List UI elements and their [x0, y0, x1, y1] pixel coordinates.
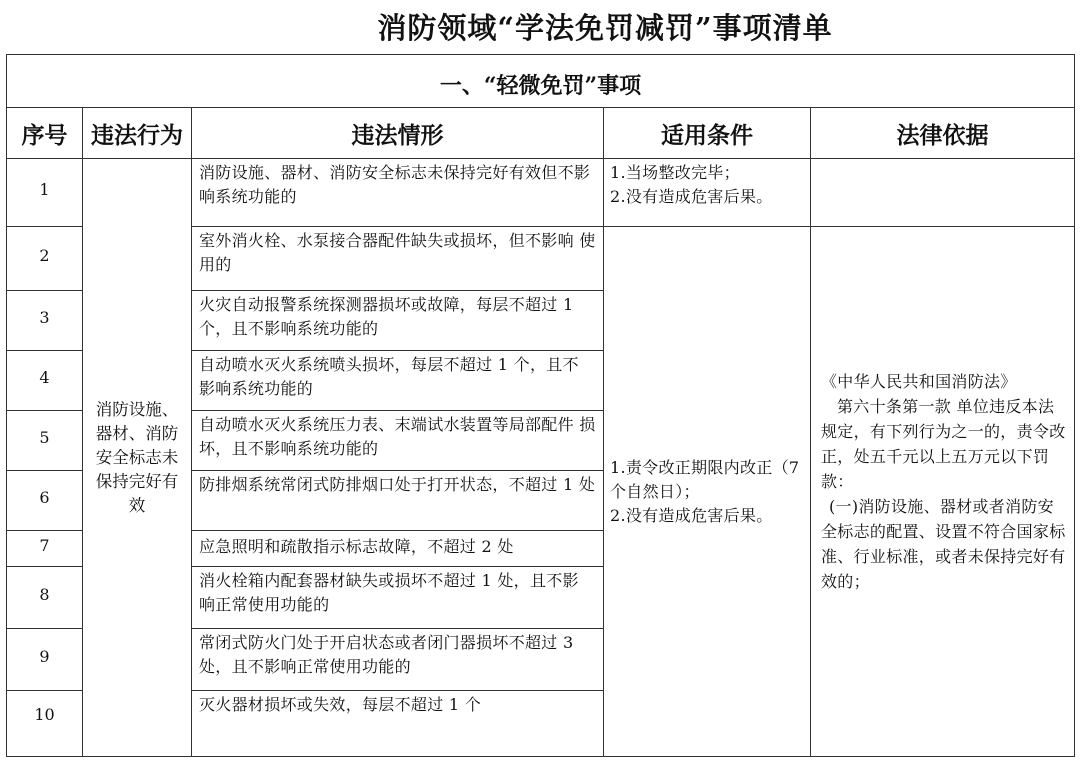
violation-situation: 灭火器材损坏或失效，每层不超过 1 个 — [192, 691, 604, 757]
section-row — [7, 55, 1075, 108]
conditions-immediate — [604, 159, 811, 227]
header-row — [7, 108, 1075, 159]
header-situation: 违法情形 — [192, 108, 604, 159]
row-number: 6 — [7, 471, 83, 531]
row-number: 1 — [7, 159, 83, 227]
violation-situation: 消防设施、器材、消防安全标志未保持完好有效但不影响系统功能的 — [192, 159, 604, 227]
violation-situation: 自动喷水灭火系统喷头损坏，每层不超过 1 个，且不 影响系统功能的 — [192, 351, 604, 411]
header-num: 序号 — [7, 108, 83, 159]
violation-behavior: 消防设施、器材、消防安全标志未保持完好有效 — [83, 159, 192, 757]
violation-situation: 常闭式防火门处于开启状态或者闭门器损坏不超过 3 处，且不影响正常使用功能的 — [192, 629, 604, 691]
condition-line: 1.当场整改完毕； — [610, 163, 740, 182]
row-number: 5 — [7, 411, 83, 471]
row-number: 7 — [7, 531, 83, 567]
row-number: 9 — [7, 629, 83, 691]
violation-situation: 消火栓箱内配套器材缺失或损坏不超过 1 处，且不影 响正常使用功能的 — [192, 567, 604, 629]
basis-item: (一)消防设施、器材或者消防安全标志的配置、设置不符合国家标准、行业标准，或者未保持完好有效的； — [821, 497, 1066, 591]
basis-law-name: 《中华人民共和国消防法》 — [821, 372, 1017, 391]
row-number: 2 — [7, 227, 83, 291]
condition-line: 2.没有造成危害后果。 — [610, 187, 773, 206]
row-number: 8 — [7, 567, 83, 629]
violation-situation: 室外消火栓、水泵接合器配件缺失或损坏，但不影响 使用的 — [192, 227, 604, 291]
row-number: 10 — [7, 691, 83, 757]
document-title: 消防领域“学法免罚减罚”事项清单 — [377, 11, 833, 45]
violation-situation: 自动喷水灭火系统压力表、末端试水装置等局部配件 损坏，且不影响系统功能的 — [192, 411, 604, 471]
violation-situation: 防排烟系统常闭式防排烟口处于打开状态，不超过 1 处 — [192, 471, 604, 531]
matters-table — [6, 54, 1075, 757]
basis-clause: 第六十条第一款 单位违反本法规定，有下列行为之一的，责令改正，处五千元以上五万元以下罚款： — [821, 397, 1066, 491]
legal-basis — [811, 227, 1075, 757]
table-row — [7, 159, 1075, 227]
condition-line: 1.责令改正期限内改正（7个自然日）； — [610, 457, 800, 501]
header-basis: 法律依据 — [811, 108, 1075, 159]
violation-situation: 应急照明和疏散指示标志故障，不超过 2 处 — [192, 531, 604, 567]
condition-line: 2.没有造成危害后果。 — [610, 505, 773, 525]
header-conditions: 适用条件 — [604, 108, 811, 159]
conditions-deadline — [604, 227, 811, 757]
header-behavior: 违法行为 — [83, 108, 192, 159]
row-number: 3 — [7, 291, 83, 351]
violation-situation: 火灾自动报警系统探测器损坏或故障，每层不超过 1 个，且不影响系统功能的 — [192, 291, 604, 351]
basis-empty-cell — [811, 159, 1075, 227]
row-number: 4 — [7, 351, 83, 411]
section-heading: 一、“轻微免罚”事项 — [7, 55, 1075, 108]
